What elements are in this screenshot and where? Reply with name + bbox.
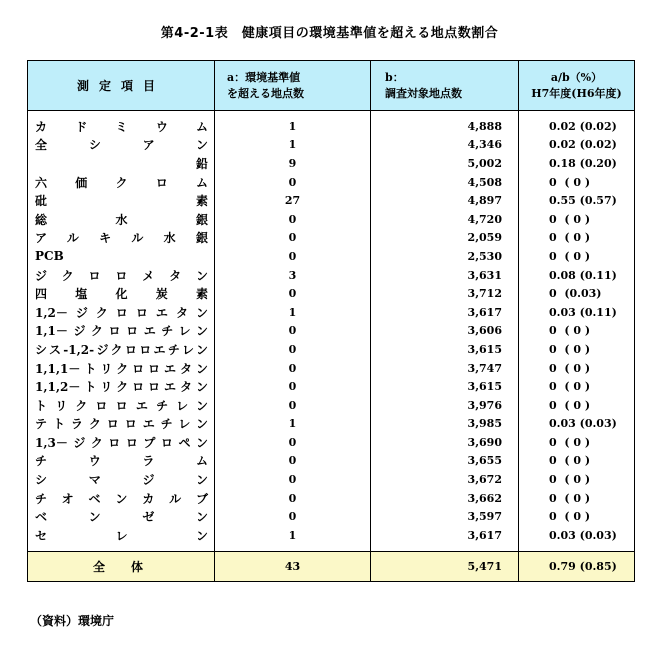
table-row xyxy=(28,173,635,192)
survey-count: 3,690 xyxy=(371,433,519,452)
survey-count: 4,888 xyxy=(371,111,519,136)
table-row xyxy=(28,507,635,526)
table-row xyxy=(28,191,635,210)
item-name-text: チオベンカルブ xyxy=(35,491,208,506)
item-name-text: シス-1,2-ジクロロエチレン xyxy=(35,342,208,357)
total-label: 全体 xyxy=(28,551,215,581)
exceed-count: 0 xyxy=(215,452,371,471)
ratio-value: 0 ( 0 ) xyxy=(519,452,635,471)
header-ratio-line2: H7年度(H6年度) xyxy=(531,86,622,100)
survey-count: 3,617 xyxy=(371,526,519,551)
table-row xyxy=(28,433,635,452)
item-name xyxy=(28,229,215,248)
item-name-text: 総水銀 xyxy=(35,212,208,227)
item-name xyxy=(28,340,215,359)
exceed-count: 1 xyxy=(215,111,371,136)
ratio-value: 0.18 (0.20) xyxy=(519,154,635,173)
exceed-count: 0 xyxy=(215,359,371,378)
table-row xyxy=(28,470,635,489)
exceed-count: 1 xyxy=(215,526,371,551)
total-row xyxy=(28,551,635,581)
exceed-count: 0 xyxy=(215,396,371,415)
table-title: 第4-2-1表 健康項目の環境基準値を超える地点数割合 xyxy=(160,26,499,41)
survey-count: 2,530 xyxy=(371,247,519,266)
item-name-text: 四塩化炭素 xyxy=(35,287,208,302)
exceed-count: 0 xyxy=(215,377,371,396)
item-name xyxy=(28,247,215,266)
item-name-text: 砒素 xyxy=(35,194,208,209)
item-name xyxy=(28,489,215,508)
survey-count: 3,747 xyxy=(371,359,519,378)
item-name xyxy=(28,377,215,396)
header-ratio-line1: a/b（%） xyxy=(550,70,603,84)
item-name-text: ベンゼン xyxy=(35,510,208,525)
ratio-value: 0.03 (0.03) xyxy=(519,415,635,434)
ratio-value: 0 (0.03) xyxy=(519,284,635,303)
survey-count: 3,597 xyxy=(371,507,519,526)
total-exceed: 43 xyxy=(215,551,371,581)
item-name xyxy=(28,303,215,322)
ratio-value: 0.08 (0.11) xyxy=(519,266,635,285)
ratio-value: 0 ( 0 ) xyxy=(519,210,635,229)
item-name-text: トリクロロエチレン xyxy=(35,398,208,413)
header-row xyxy=(28,61,635,111)
item-name xyxy=(28,191,215,210)
item-name-text: テトラクロロエチレン xyxy=(35,417,208,432)
source-note: （資料）環境庁 xyxy=(30,614,115,628)
item-name xyxy=(28,433,215,452)
table-row xyxy=(28,452,635,471)
table-row xyxy=(28,284,635,303)
item-name xyxy=(28,415,215,434)
item-name-text: 1,2－ジクロロエタン xyxy=(35,305,208,320)
table-row xyxy=(28,154,635,173)
table-row xyxy=(28,415,635,434)
item-name xyxy=(28,111,215,136)
item-name-text: カドミウム xyxy=(35,119,208,134)
survey-count: 3,662 xyxy=(371,489,519,508)
survey-count: 4,346 xyxy=(371,136,519,155)
exceed-count: 0 xyxy=(215,340,371,359)
table-row xyxy=(28,111,635,136)
header-survey-line1: b： xyxy=(385,70,404,84)
survey-count: 2,059 xyxy=(371,229,519,248)
item-name-text: ジクロロメタン xyxy=(35,268,208,283)
exceed-count: 3 xyxy=(215,266,371,285)
item-name xyxy=(28,359,215,378)
item-name xyxy=(28,470,215,489)
header-exceed-line2: を超える地点数 xyxy=(227,86,304,100)
item-name-text: セレン xyxy=(35,528,208,543)
ratio-value: 0 ( 0 ) xyxy=(519,377,635,396)
item-name xyxy=(28,322,215,341)
item-name xyxy=(28,452,215,471)
header-item: 測定項目 xyxy=(28,61,215,111)
ratio-value: 0 ( 0 ) xyxy=(519,359,635,378)
item-name xyxy=(28,136,215,155)
total-ratio: 0.79 (0.85) xyxy=(519,551,635,581)
item-name xyxy=(28,396,215,415)
table-row xyxy=(28,210,635,229)
survey-count: 3,985 xyxy=(371,415,519,434)
table-row xyxy=(28,489,635,508)
exceed-count: 0 xyxy=(215,210,371,229)
table-row xyxy=(28,359,635,378)
ratio-value: 0 ( 0 ) xyxy=(519,229,635,248)
ratio-value: 0.03 (0.03) xyxy=(519,526,635,551)
item-name xyxy=(28,526,215,551)
exceed-count: 0 xyxy=(215,433,371,452)
table-row xyxy=(28,136,635,155)
survey-count: 5,002 xyxy=(371,154,519,173)
survey-count: 3,976 xyxy=(371,396,519,415)
ratio-value: 0.02 (0.02) xyxy=(519,136,635,155)
ratio-value: 0 ( 0 ) xyxy=(519,489,635,508)
data-table xyxy=(27,60,635,582)
exceed-count: 9 xyxy=(215,154,371,173)
ratio-value: 0 ( 0 ) xyxy=(519,340,635,359)
item-name-text: 六価クロム xyxy=(35,175,208,190)
exceed-count: 1 xyxy=(215,303,371,322)
ratio-value: 0 ( 0 ) xyxy=(519,433,635,452)
table-row xyxy=(28,396,635,415)
ratio-value: 0 ( 0 ) xyxy=(519,396,635,415)
exceed-count: 0 xyxy=(215,489,371,508)
item-name xyxy=(28,507,215,526)
exceed-count: 0 xyxy=(215,322,371,341)
table-row xyxy=(28,247,635,266)
table-row xyxy=(28,266,635,285)
ratio-value: 0 ( 0 ) xyxy=(519,247,635,266)
total-survey: 5,471 xyxy=(371,551,519,581)
exceed-count: 0 xyxy=(215,247,371,266)
header-ratio xyxy=(519,61,635,111)
item-name-text: 1,1,2－トリクロロエタン xyxy=(35,380,208,395)
exceed-count: 1 xyxy=(215,415,371,434)
exceed-count: 0 xyxy=(215,229,371,248)
ratio-value: 0.02 (0.02) xyxy=(519,111,635,136)
item-name-text: 1,1－ジクロロエチレン xyxy=(35,324,208,339)
item-name xyxy=(28,154,215,173)
item-name xyxy=(28,173,215,192)
item-name-text: 1,3－ジクロロプロペン xyxy=(35,435,208,450)
table-row xyxy=(28,340,635,359)
exceed-count: 0 xyxy=(215,284,371,303)
survey-count: 3,617 xyxy=(371,303,519,322)
ratio-value: 0 ( 0 ) xyxy=(519,470,635,489)
item-name-text: シマジン xyxy=(35,473,208,488)
table-row xyxy=(28,526,635,551)
item-name-text: PCB xyxy=(35,249,64,264)
exceed-count: 0 xyxy=(215,470,371,489)
item-name xyxy=(28,266,215,285)
item-name-text: アルキル水銀 xyxy=(35,231,208,246)
ratio-value: 0.55 (0.57) xyxy=(519,191,635,210)
survey-count: 4,897 xyxy=(371,191,519,210)
item-name-text: 全シアン xyxy=(35,138,208,153)
survey-count: 3,606 xyxy=(371,322,519,341)
exceed-count: 0 xyxy=(215,507,371,526)
ratio-value: 0 ( 0 ) xyxy=(519,507,635,526)
survey-count: 3,672 xyxy=(371,470,519,489)
ratio-value: 0.03 (0.11) xyxy=(519,303,635,322)
ratio-value: 0 ( 0 ) xyxy=(519,173,635,192)
exceed-count: 27 xyxy=(215,191,371,210)
item-name-text: 鉛 xyxy=(195,156,208,171)
survey-count: 3,655 xyxy=(371,452,519,471)
table-row xyxy=(28,229,635,248)
item-name-text: チウラム xyxy=(35,454,208,469)
table-row xyxy=(28,377,635,396)
survey-count: 4,508 xyxy=(371,173,519,192)
table-row xyxy=(28,322,635,341)
table-row xyxy=(28,303,635,322)
survey-count: 3,615 xyxy=(371,340,519,359)
survey-count: 4,720 xyxy=(371,210,519,229)
header-exceed-line1: a：環境基準値 xyxy=(227,70,301,84)
header-survey-line2: 調査対象地点数 xyxy=(385,86,462,100)
survey-count: 3,615 xyxy=(371,377,519,396)
item-name xyxy=(28,284,215,303)
ratio-value: 0 ( 0 ) xyxy=(519,322,635,341)
exceed-count: 1 xyxy=(215,136,371,155)
table-body xyxy=(28,111,635,552)
exceed-count: 0 xyxy=(215,173,371,192)
item-name xyxy=(28,210,215,229)
header-exceed-count xyxy=(215,61,371,111)
header-survey-count xyxy=(371,61,519,111)
survey-count: 3,631 xyxy=(371,266,519,285)
survey-count: 3,712 xyxy=(371,284,519,303)
item-name-text: 1,1,1－トリクロロエタン xyxy=(35,361,208,376)
